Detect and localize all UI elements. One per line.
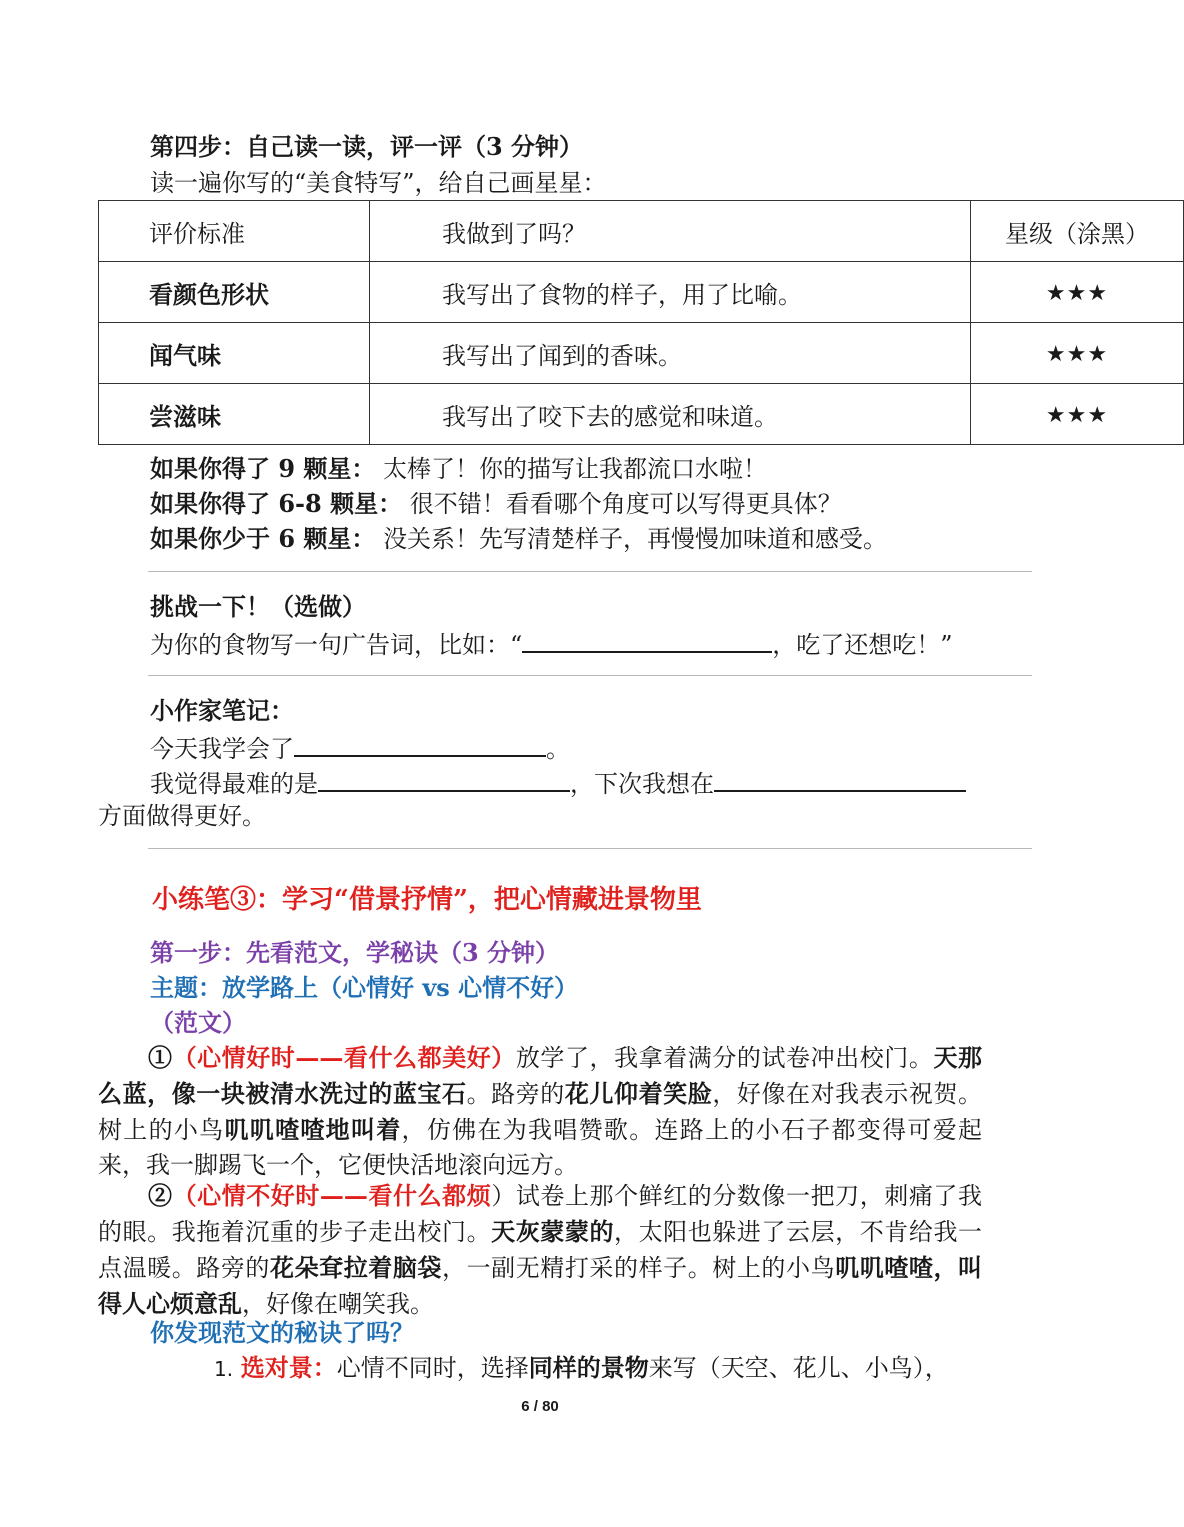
table-header-stars: 星级（涂黑） [971,201,1184,262]
score-line-6-8 [150,487,842,521]
score-label: 如果你得了 6-8 颗星： [150,489,403,518]
page-number: 6 / 80 [521,1398,559,1415]
section3-title: 小练笔③：学习“借景抒情”，把心情藏进景物里 [152,885,702,915]
star-rating[interactable]: ★★★ [1045,281,1109,306]
evaluation-table [98,200,1184,445]
score-text: 没关系！先写清楚样子，再慢慢加味道和感受。 [383,525,888,553]
tip-1 [214,1351,949,1386]
para1-mood-tag: （心情好时——看什么都美好） [172,1043,516,1072]
para2-text: ，一副无精打采的样子。树上的小鸟 [442,1254,836,1282]
notes-hardest-label: 我觉得最难的是 [150,770,318,798]
para2-text: 试卷上那个鲜红的分数像一把刀，刺痛了我的眼。我拖着沉重的步子走出校门。 [98,1182,982,1246]
star-rating[interactable]: ★★★ [1045,403,1109,428]
step4-heading: 第四步：自己读一读，评一评（3 分钟） [150,132,584,161]
notes-line-3: 方面做得更好。 [98,802,266,830]
tip1-text: 心情不同时，选择 [336,1354,529,1382]
para2-mood-tag: （心情不好时——看什么都烦 [172,1181,492,1210]
divider [148,848,1032,849]
divider [148,571,1032,572]
hardest-blank[interactable] [318,764,570,792]
sample-label: （范文） [150,1008,246,1037]
table-row [99,384,1184,445]
para1-highlight-birds: 叽叽喳喳地叫着 [224,1115,402,1144]
secret-question: 你发现范文的秘诀了吗？ [150,1318,414,1347]
sample-paragraph-1 [98,1040,982,1183]
para1-text: 放学了，我拿着满分的试卷冲出校门。 [515,1044,934,1072]
step4-intro: 读一遍你写的“美食特写”，给自己画星星： [150,169,607,197]
challenge-title: 挑战一下！（选做） [150,592,366,621]
para2-tag-end: ） [491,1182,516,1210]
criterion-cell: 尝滋味 [99,384,370,445]
sample-paragraph-2 [98,1178,982,1322]
challenge-prompt-after: ，吃了还想吃！” [772,631,953,659]
check-cell: 我写出了食物的样子，用了比喻。 [370,262,971,323]
tip1-number: 1. [214,1357,234,1381]
challenge-prompt-before: 为你的食物写一句广告词，比如：“ [150,631,523,659]
score-text: 很不错！看看哪个角度可以写得更具体？ [409,490,842,518]
para2-highlight-birds: 叽叽喳喳，叫得人心烦意乱 [98,1253,983,1318]
table-header-criterion: 评价标准 [99,201,370,262]
para2-highlight-flowers: 花朵耷拉着脑袋 [270,1253,442,1282]
notes-next-label: ，下次我想在 [570,770,714,798]
tip1-highlight: 同样的景物 [528,1353,649,1382]
para2-text: ，太阳也躲进了云层，不肯给我一点温暖。路旁的 [98,1218,983,1282]
criterion-cell: 闻气味 [99,323,370,384]
table-header-check: 我做到了吗？ [370,201,971,262]
check-cell: 我写出了咬下去的感觉和味道。 [370,384,971,445]
table-row [99,262,1184,323]
star-rating[interactable]: ★★★ [1045,342,1109,367]
check-cell: 我写出了闻到的香味。 [370,323,971,384]
para2-highlight-sky: 天灰蒙蒙的 [491,1217,615,1246]
score-label: 如果你得了 9 颗星： [150,454,376,483]
score-line-9 [150,452,767,486]
para2-text: ，好像在嘲笑我。 [242,1290,434,1318]
section3-step1: 第一步：先看范文，学秘诀（3 分钟） [150,938,560,967]
para1-highlight-sky: 天那么蓝，像一块被清水洗过的蓝宝石 [98,1043,982,1108]
para1-text: ，仿佛在为我唱赞歌。连路上的小石子都变得可爱起来，我一脚踢飞一个，它便快活地滚向远方。 [98,1116,983,1179]
notes-line-1 [150,729,570,766]
score-text: 太棒了！你的描写让我都流口水啦！ [383,455,768,483]
criterion-cell: 看颜色形状 [99,262,370,323]
notes-learned-label: 今天我学会了 [150,735,294,763]
improve-blank[interactable] [714,764,966,792]
para2-number: ② [148,1181,173,1210]
para1-highlight-flowers: 花儿仰着笑脸 [564,1079,713,1108]
challenge-prompt [150,625,953,662]
score-line-under-6 [150,522,887,556]
para1-text: 。路旁的 [466,1080,565,1108]
notes-line-2 [150,764,966,801]
table-row [99,323,1184,384]
section3-theme: 主题：放学路上（心情好 vs 心情不好） [150,973,579,1002]
para1-number: ① [148,1043,173,1072]
notes-title: 小作家笔记： [150,696,294,725]
table-header-row [99,201,1184,262]
tip1-text: 来写（天空、花儿、小鸟）， [648,1354,949,1382]
tip1-label: 选对景： [240,1353,337,1382]
notes-period: 。 [546,735,570,763]
para1-text: ，好像在对我表示祝贺。树上的小鸟 [98,1080,983,1144]
divider [148,675,1032,676]
slogan-blank[interactable] [522,625,772,653]
learned-blank[interactable] [294,729,546,757]
score-label: 如果你少于 6 颗星： [150,524,376,553]
